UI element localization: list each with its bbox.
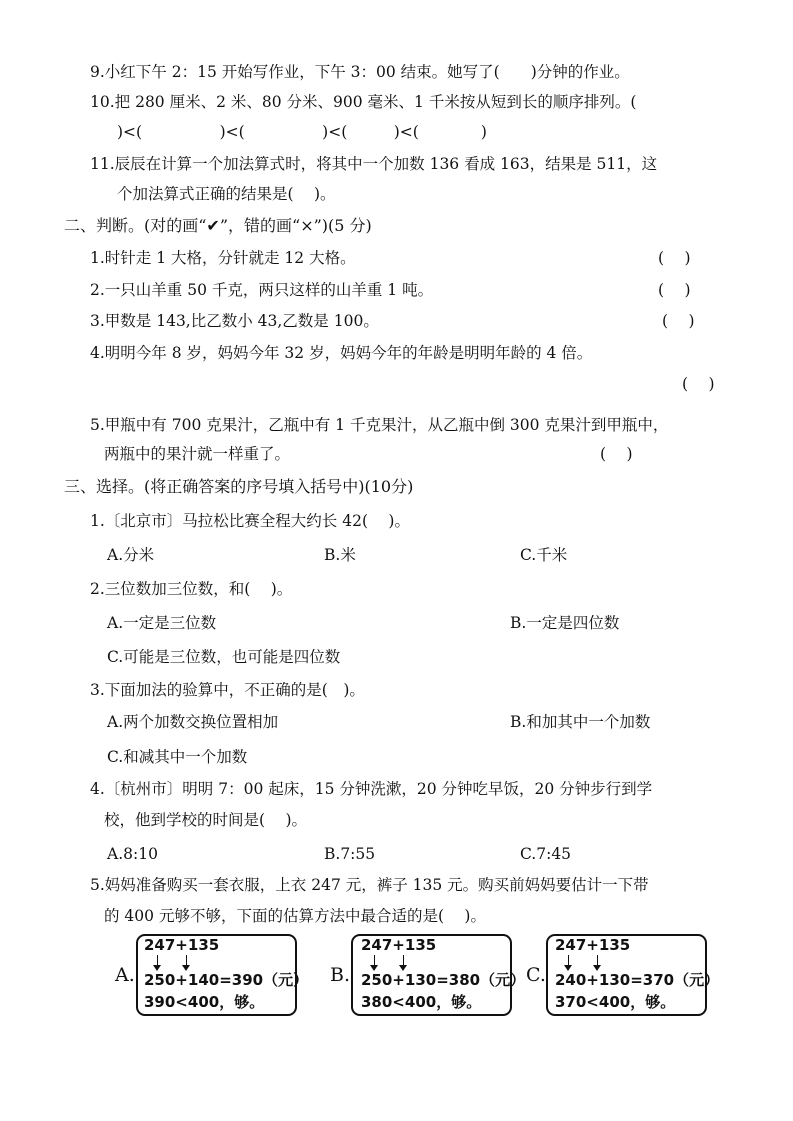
judge-1-answer-paren: ( ) bbox=[658, 249, 691, 267]
arrow-down-icon bbox=[403, 955, 404, 968]
estimate-b-original: 247+135 bbox=[361, 936, 437, 954]
choice-2-option-c: C.可能是三位数，也可能是四位数 bbox=[107, 648, 341, 666]
question-10-line1: 10.把 280 厘米、2 米、80 分米、900 毫米、1 千米按从短到长的顺序排列。( bbox=[90, 93, 637, 111]
choice-3: 3.下面加法的验算中，不正确的是( )。 bbox=[90, 681, 365, 699]
choice-3-option-c: C.和减其中一个加数 bbox=[107, 748, 248, 766]
estimate-option-b-label: B. bbox=[330, 964, 351, 986]
choice-5-line1: 5.妈妈准备购买一套衣服，上衣 247 元，裤子 135 元。购买前妈妈要估计一下带 bbox=[90, 876, 649, 894]
judge-2: 2.一只山羊重 50 千克，两只这样的山羊重 1 吨。 bbox=[90, 281, 434, 299]
question-11-line2: 个加法算式正确的结果是( )。 bbox=[117, 185, 336, 203]
choice-1: 1.〔北京市〕马拉松比赛全程大约长 42( )。 bbox=[90, 512, 410, 530]
choice-1-option-a: A.分米 bbox=[107, 546, 155, 564]
choice-2-option-b: B.一定是四位数 bbox=[510, 614, 620, 632]
judge-1: 1.时针走 1 大格，分针就走 12 大格。 bbox=[90, 249, 356, 267]
choice-4-line2: 校，他到学校的时间是( )。 bbox=[104, 811, 308, 829]
arrow-down-icon bbox=[597, 955, 598, 968]
arrow-down-icon bbox=[374, 955, 375, 968]
estimate-c-conclusion: 370<400，够。 bbox=[555, 993, 676, 1011]
choice-2: 2.三位数加三位数，和( )。 bbox=[90, 580, 293, 598]
judge-5-line2: 两瓶中的果汁就一样重了。 bbox=[104, 445, 291, 463]
estimate-c-original: 247+135 bbox=[555, 936, 631, 954]
estimate-b-conclusion: 380<400，够。 bbox=[361, 993, 482, 1011]
judge-4-answer-paren: ( ) bbox=[682, 375, 715, 393]
choice-1-option-b: B.米 bbox=[324, 546, 356, 564]
estimate-option-c-label: C. bbox=[526, 964, 546, 986]
question-11-line1: 11.辰辰在计算一个加法算式时，将其中一个加数 136 看成 163，结果是 511，这 bbox=[90, 155, 658, 173]
choice-4-option-c: C.7:45 bbox=[520, 845, 572, 863]
judge-5-line1: 5.甲瓶中有 700 克果汁，乙瓶中有 1 千克果汁，从乙瓶中倒 300 克果汁到甲瓶中， bbox=[90, 416, 669, 434]
question-10-line2: )<( )<( )<( )<( ) bbox=[117, 123, 487, 141]
estimate-a-conclusion: 390<400，够。 bbox=[144, 993, 265, 1011]
section-2-heading: 二、判断。(对的画“✔”，错的画“×”)(5 分) bbox=[64, 216, 372, 235]
estimate-a-original: 247+135 bbox=[144, 936, 220, 954]
choice-3-option-b: B.和加其中一个加数 bbox=[510, 713, 651, 731]
arrow-down-icon bbox=[568, 955, 569, 968]
judge-4: 4.明明今年 8 岁，妈妈今年 32 岁，妈妈今年的年龄是明明年龄的 4 倍。 bbox=[90, 344, 593, 362]
arrow-down-icon bbox=[157, 955, 158, 968]
choice-4-option-b: B.7:55 bbox=[324, 845, 376, 863]
section-3-heading: 三、选择。(将正确答案的序号填入括号中)(10分) bbox=[64, 477, 414, 496]
estimate-a-calculation: 250+140=390（元） bbox=[144, 971, 309, 989]
arrow-down-icon bbox=[186, 955, 187, 968]
choice-2-option-a: A.一定是三位数 bbox=[107, 614, 217, 632]
choice-4-line1: 4.〔杭州市〕明明 7：00 起床，15 分钟洗漱，20 分钟吃早饭，20 分钟步行到学 bbox=[90, 780, 653, 798]
judge-5-answer-paren: ( ) bbox=[600, 445, 633, 463]
estimate-b-calculation: 250+130=380（元） bbox=[361, 971, 526, 989]
choice-3-option-a: A.两个加数交换位置相加 bbox=[107, 713, 279, 731]
judge-3-answer-paren: ( ) bbox=[662, 312, 695, 330]
choice-4-option-a: A.8:10 bbox=[107, 845, 158, 863]
choice-5-line2: 的 400 元够不够，下面的估算方法中最合适的是( )。 bbox=[104, 907, 486, 925]
estimate-option-a-label: A. bbox=[115, 964, 135, 986]
question-9: 9.小红下午 2：15 开始写作业，下午 3：00 结束。她写了( )分钟的作业。 bbox=[90, 63, 630, 81]
choice-1-option-c: C.千米 bbox=[520, 546, 568, 564]
judge-2-answer-paren: ( ) bbox=[658, 281, 691, 299]
judge-3: 3.甲数是 143,比乙数小 43,乙数是 100。 bbox=[90, 312, 379, 330]
estimate-c-calculation: 240+130=370（元） bbox=[555, 971, 720, 989]
